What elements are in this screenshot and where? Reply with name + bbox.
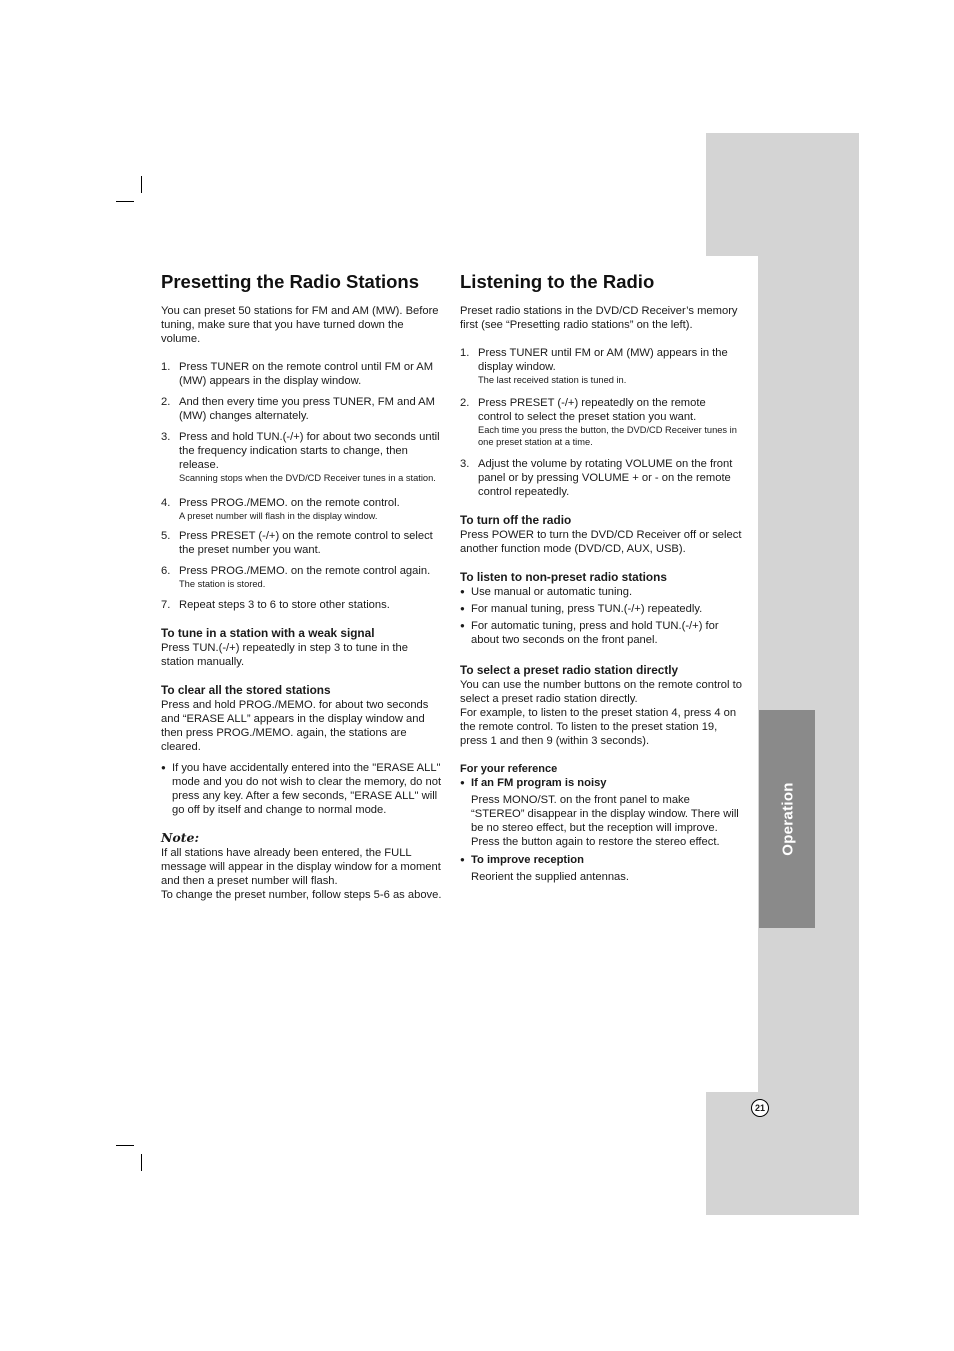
body-text: Press POWER to turn the DVD/CD Receiver off or select another function mode (DVD/CD, AUX, USB). (460, 528, 742, 555)
step-item: 5. Press PRESET (-/+) on the remote control to select the preset number you want. (161, 530, 433, 556)
step-item: 1. Press TUNER until FM or AM (MW) appears in the display window. The last received station is tuned in. (460, 346, 742, 387)
side-panel-top (706, 133, 859, 256)
section-title: Presetting the Radio Stations (161, 271, 420, 292)
reference-heading: For your reference (460, 762, 558, 775)
reference-item-text: Reorient the supplied antennas. (471, 870, 629, 883)
body-text: Press and hold PROG./MEMO. for about two seconds and “ERASE ALL” appears in the display window and then press PROG./MEMO. again, the stations are cleared. (161, 698, 429, 753)
step-item: 1. Press TUNER on the remote control until FM or AM (MW) appears in the display window. (161, 361, 434, 387)
step-item: 3. Adjust the volume by rotating VOLUME on the front panel or by pressing VOLUME + or - on the remote control repeatedly. (460, 457, 733, 498)
listening-steps-list (460, 346, 742, 499)
preset-steps-list (161, 360, 443, 612)
subheading: To tune in a station with a weak signal (161, 625, 375, 640)
step-item: 6. Press PROG./MEMO. on the remote control again. The station is stored. (161, 564, 443, 591)
page-number: 21 (751, 1099, 769, 1117)
step-item: 2. And then every time you press TUNER, FM and AM (MW) changes alternately. (161, 396, 435, 422)
bullet-item: ● If you have accidentally entered into the "ERASE ALL" mode and you do not wish to clear the memory, do not press any key. After a few seconds, "ERASE ALL" will go off by itself and change to normal mode. (161, 761, 443, 817)
bullet-item: ● For manual tuning, press TUN.(-/+) repeatedly. (460, 602, 742, 616)
step-item: 3. Press and hold TUN.(-/+) for about two seconds until the frequency indication starts to change, then release. Scanning stops when the DVD/CD Receiver tunes in a station. (161, 430, 443, 485)
step-item: 4. Press PROG./MEMO. on the remote control. A preset number will flash in the display window. (161, 496, 443, 523)
crop-mark (116, 201, 134, 202)
body-text: You can use the number buttons on the remote control to select a preset radio station directly. (460, 678, 742, 705)
bullet-item: ● Use manual or automatic tuning. (460, 585, 742, 599)
side-panel-middle (758, 255, 859, 1093)
section-title: Listening to the Radio (460, 271, 655, 292)
crop-mark (141, 1154, 142, 1171)
note-text: To change the preset number, follow steps 5-6 as above. (161, 888, 442, 901)
crop-mark (116, 1145, 134, 1146)
step-item: 7. Repeat steps 3 to 6 to store other stations. (161, 598, 390, 611)
body-text: For example, to listen to the preset station 4, press 4 on the remote control. To listen to the preset station 19, press 1 and then 9 (within 3 seconds). (460, 706, 737, 747)
subheading: To listen to non-preset radio stations (460, 569, 667, 584)
side-panel-bottom (706, 1092, 859, 1215)
note-text: If all stations have already been entered, the FULL message will appear in the display window for a moment and then a preset number will flash. (161, 846, 441, 887)
reference-item-head: ● To improve reception (460, 853, 742, 867)
left-column (161, 270, 443, 902)
crop-mark (141, 176, 142, 193)
reference-item-head: ● If an FM program is noisy (460, 776, 742, 790)
step-item: 2. Press PRESET (-/+) repeatedly on the remote control to select the preset station you want. Each time you press the button, the DVD/CD Receiver tunes in one preset station at a time. (460, 396, 742, 449)
section-tab-label: Operation (779, 782, 797, 856)
bullet-item: ● For automatic tuning, press and hold TUN.(-/+) for about two seconds on the front panel. (460, 619, 742, 647)
subheading: To turn off the radio (460, 512, 572, 527)
step-note: A preset number will flash in the display window. (179, 510, 378, 521)
step-note: The station is stored. (179, 579, 266, 589)
right-column (460, 270, 742, 884)
step-note: Scanning stops when the DVD/CD Receiver tunes in a station. (179, 473, 436, 483)
subheading: To clear all the stored stations (161, 682, 331, 697)
intro-text: Preset radio stations in the DVD/CD Receiver’s memory first (see “Presetting radio stations” on the left). (460, 305, 738, 331)
note-title: Note: (161, 829, 200, 845)
reference-item-text: Press MONO/ST. on the front panel to make “STEREO” disappear in the display window. There will be no stereo effect, but the reception will improve. Press the button again to restore the stereo effect. (471, 793, 739, 848)
subheading: To select a preset radio station directly (460, 662, 679, 677)
step-note: Each time you press the button, the DVD/CD Receiver tunes in one preset station at a time. (478, 424, 737, 447)
intro-text: You can preset 50 stations for FM and AM (MW). Before tuning, make sure that you have turned down the volume. (161, 305, 439, 345)
step-note: The last received station is tuned in. (478, 375, 627, 385)
body-text: Press TUN.(-/+) repeatedly in step 3 to tune in the station manually. (161, 641, 408, 668)
